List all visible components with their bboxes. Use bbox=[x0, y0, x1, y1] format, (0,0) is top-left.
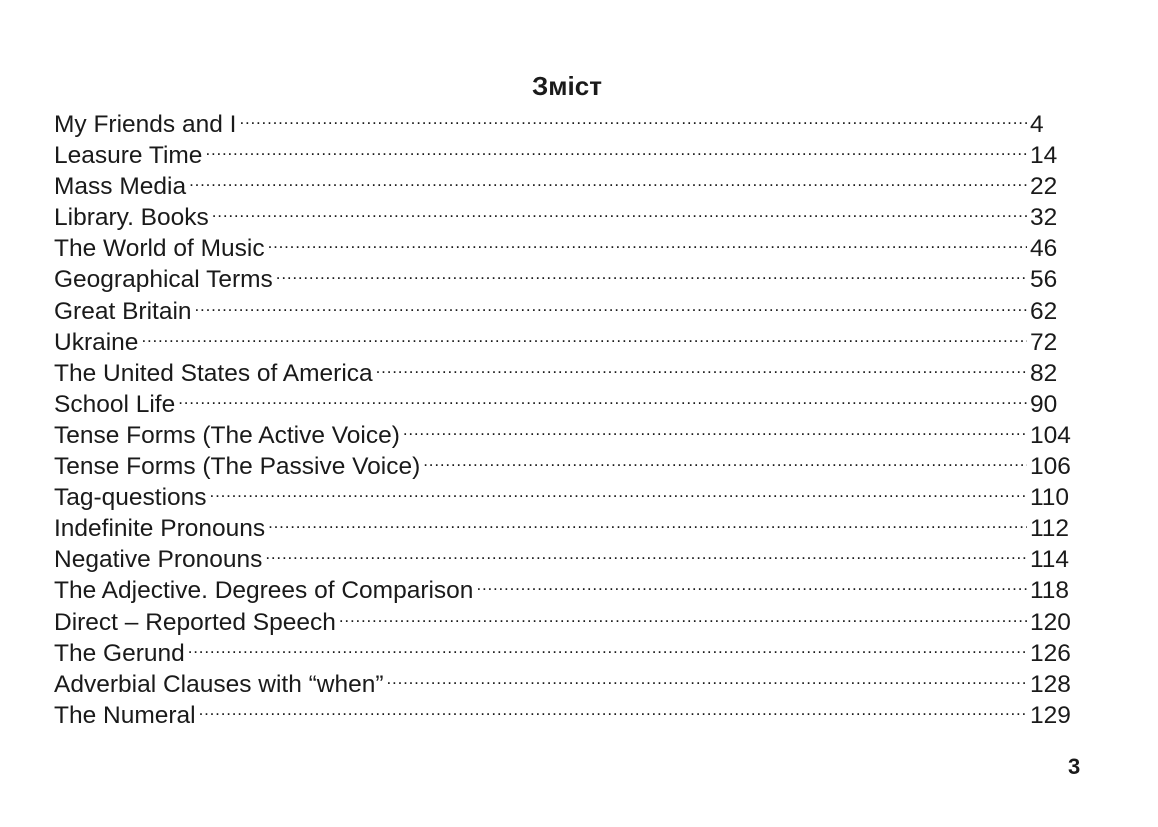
toc-entry-title: Tag-questions bbox=[54, 484, 207, 512]
toc-entry-title: Adverbial Clauses with “when” bbox=[54, 670, 384, 698]
toc-leader-dots bbox=[265, 536, 1027, 567]
toc-leader-dots bbox=[195, 288, 1027, 319]
toc-entry-numeral[interactable] bbox=[54, 692, 1076, 729]
toc-entry-page: 126 bbox=[1030, 639, 1071, 667]
toc-entry-title: Indefinite Pronouns bbox=[54, 515, 266, 543]
toc-entry-active-voice[interactable] bbox=[54, 412, 1076, 449]
toc-entry-my-friends[interactable] bbox=[54, 101, 1076, 138]
toc-entry-title: Tense Forms (The Active Voice) bbox=[54, 421, 400, 449]
toc-entry-title: Leasure Time bbox=[54, 142, 203, 170]
toc-entry-title: The Adjective. Degrees of Comparison bbox=[54, 577, 474, 605]
toc-entry-great-britain[interactable] bbox=[54, 288, 1076, 325]
toc-entry-page: 104 bbox=[1030, 421, 1071, 449]
toc-entry-title: Great Britain bbox=[54, 297, 192, 325]
toc-entry-title: Mass Media bbox=[54, 173, 187, 201]
toc-entry-page: 56 bbox=[1030, 266, 1058, 294]
toc-leader-dots bbox=[199, 692, 1027, 723]
toc-entry-page: 118 bbox=[1030, 577, 1070, 605]
toc-leader-dots bbox=[189, 163, 1027, 194]
toc-entry-title: Ukraine bbox=[54, 328, 139, 356]
toc-entry-page: 82 bbox=[1030, 359, 1058, 387]
toc-leader-dots bbox=[403, 412, 1027, 443]
toc-leader-dots bbox=[387, 661, 1027, 692]
toc-entry-adverbial-clauses[interactable] bbox=[54, 661, 1076, 698]
toc-entry-title: The United States of America bbox=[54, 359, 373, 387]
toc-entry-indefinite-pronouns[interactable] bbox=[54, 505, 1076, 543]
toc-leader-dots bbox=[205, 132, 1027, 163]
toc-entry-usa[interactable] bbox=[54, 350, 1076, 387]
toc-entry-page: 62 bbox=[1030, 297, 1058, 325]
toc-entry-title: The World of Music bbox=[54, 235, 265, 263]
toc-entry-page: 120 bbox=[1030, 608, 1071, 636]
toc-entry-page: 22 bbox=[1030, 173, 1058, 201]
toc-entry-page: 106 bbox=[1030, 453, 1071, 481]
toc-entry-title: My Friends and I bbox=[54, 111, 237, 138]
toc-entry-page: 32 bbox=[1030, 204, 1058, 232]
toc-entry-page: 46 bbox=[1030, 235, 1058, 263]
toc-leader-dots bbox=[339, 599, 1027, 630]
toc-entry-title: The Numeral bbox=[54, 701, 196, 729]
page-title: Зміст bbox=[532, 71, 602, 102]
toc-entry-page: 4 bbox=[1030, 111, 1044, 138]
toc-entry-mass-media[interactable] bbox=[54, 163, 1076, 201]
toc-entry-school-life[interactable] bbox=[54, 381, 1076, 418]
toc-leader-dots bbox=[268, 225, 1027, 256]
toc-entry-page: 112 bbox=[1030, 515, 1070, 543]
toc-entry-title: Negative Pronouns bbox=[54, 546, 263, 574]
toc-entry-page: 14 bbox=[1030, 142, 1058, 170]
toc-entry-title: Library. Books bbox=[54, 204, 209, 232]
toc-entry-ukraine[interactable] bbox=[54, 319, 1076, 356]
toc-leader-dots bbox=[239, 101, 1027, 132]
toc-leader-dots bbox=[188, 630, 1027, 661]
toc-entry-gerund[interactable] bbox=[54, 630, 1076, 667]
toc-entry-leasure-time[interactable] bbox=[54, 132, 1076, 170]
toc-entry-title: School Life bbox=[54, 390, 176, 418]
toc-leader-dots bbox=[210, 474, 1027, 505]
toc-leader-dots bbox=[268, 505, 1027, 536]
toc-entry-title: Geographical Terms bbox=[54, 266, 273, 294]
toc-entry-page: 72 bbox=[1030, 328, 1058, 356]
toc-entry-title: Tense Forms (The Passive Voice) bbox=[54, 453, 421, 481]
toc-entry-page: 110 bbox=[1030, 484, 1070, 512]
table-of-contents bbox=[54, 101, 1076, 729]
toc-entry-title: The Gerund bbox=[54, 639, 185, 667]
toc-leader-dots bbox=[178, 381, 1027, 412]
toc-leader-dots bbox=[212, 194, 1027, 225]
toc-entry-page: 129 bbox=[1030, 701, 1071, 729]
toc-leader-dots bbox=[141, 319, 1027, 350]
toc-entry-page: 90 bbox=[1030, 390, 1058, 418]
page-number: 3 bbox=[1068, 754, 1081, 779]
toc-entry-page: 114 bbox=[1030, 546, 1070, 574]
toc-leader-dots bbox=[376, 350, 1027, 381]
toc-entry-page: 128 bbox=[1030, 670, 1071, 698]
toc-entry-title: Direct – Reported Speech bbox=[54, 608, 336, 636]
toc-leader-dots bbox=[276, 256, 1027, 287]
toc-leader-dots bbox=[476, 567, 1027, 598]
toc-leader-dots bbox=[423, 443, 1027, 474]
toc-entry-library-books[interactable] bbox=[54, 194, 1076, 232]
